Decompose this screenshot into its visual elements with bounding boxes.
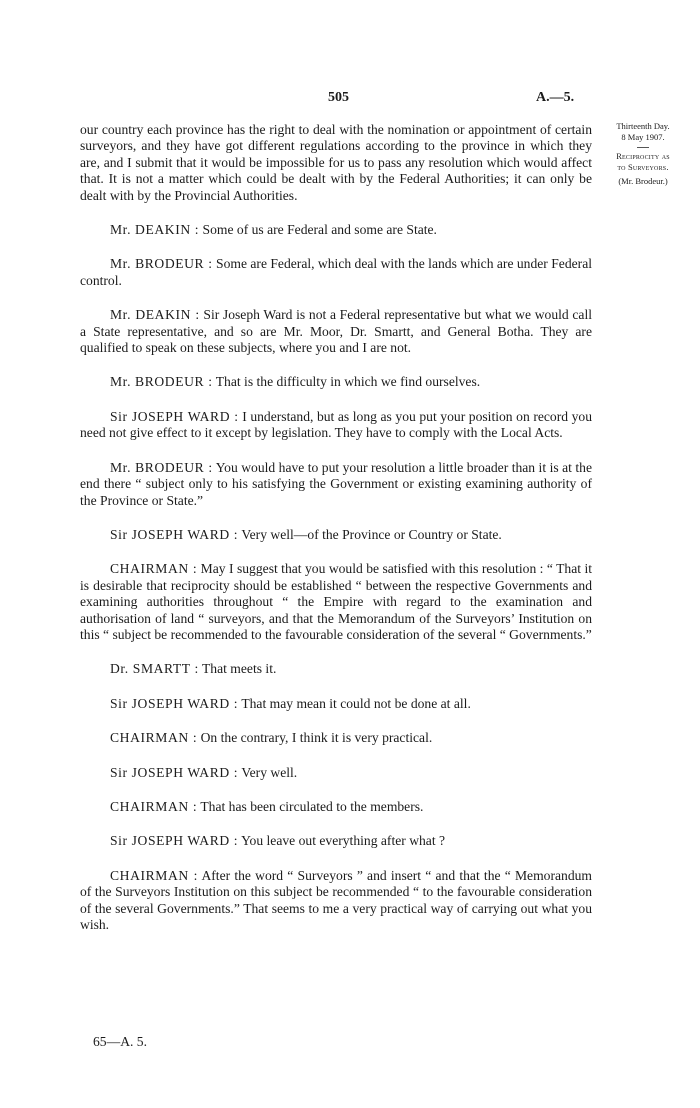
speaker-name: CHAIRMAN : bbox=[110, 730, 198, 746]
paragraph bbox=[80, 527, 592, 543]
speaker-name: Sir JOSEPH WARD : bbox=[110, 408, 239, 424]
margin-note-subject-line-2: to Surveyors. bbox=[617, 162, 669, 172]
paragraph-text: You would have to put your resolution a little broader than it is at the end there “ subject only to his satisfying the Government or existing examining authority of the Province or State.” bbox=[80, 459, 592, 508]
paragraph-text: our country each province has the right to deal with the nomination or appointment of certain surveyors, and they have got different regulations according to the province in which they are, and I submit that it would be impossible for us to pass any resolution which would affect that. It is not a matter which could be dealt with by the Federal Authorities; it can only be dealt with by the Provincial Authorities. bbox=[80, 122, 592, 203]
paragraph-text: That meets it. bbox=[202, 661, 277, 677]
footer-reference: 65—A. 5. bbox=[93, 1034, 147, 1049]
paragraph bbox=[80, 661, 592, 677]
speaker-name: Sir JOSEPH WARD : bbox=[110, 695, 239, 711]
paragraph bbox=[80, 460, 592, 509]
speaker-name: Mr. BRODEUR : bbox=[110, 374, 213, 390]
paragraph-text: You leave out everything after what ? bbox=[241, 833, 446, 849]
paragraph-text: On the contrary, I think it is very practical. bbox=[200, 730, 433, 746]
paragraph bbox=[80, 222, 592, 238]
speaker-name: Mr. DEAKIN : bbox=[110, 222, 200, 238]
paragraph bbox=[80, 256, 592, 289]
paragraph-text: Very well—of the Province or Country or State. bbox=[241, 526, 502, 542]
speaker-name: Sir JOSEPH WARD : bbox=[110, 764, 239, 780]
margin-note-divider bbox=[637, 147, 649, 148]
paragraph bbox=[80, 730, 592, 746]
speaker-name: CHAIRMAN : bbox=[110, 561, 198, 577]
paragraph-text: That is the difficulty in which we find ourselves. bbox=[215, 374, 481, 390]
paragraph-text: May I suggest that you would be satisfied with this resolution : “ That it is desirable that reciprocity should be established “ between the respective Governments and examining authorities throughout “ the Empire with regard to the examination and authorisation of land “ surveyors, and that the Memorandum of the Surveyors’ Institution on this “ subject be recommended to the favourable consideration of the several “ Governments.” bbox=[80, 561, 592, 642]
margin-note-day: Thirteenth Day. bbox=[616, 121, 670, 131]
paragraph bbox=[80, 409, 592, 442]
paragraph-text: I understand, but as long as you put your position on record you need not give effect to it except by legislation. They have to comply with the Local Acts. bbox=[80, 408, 592, 441]
paragraph bbox=[80, 561, 592, 643]
paragraph-text: Some are Federal, which deal with the lands which are under Federal control. bbox=[80, 256, 592, 288]
paragraph bbox=[80, 374, 592, 390]
paragraph bbox=[80, 799, 592, 815]
margin-notes bbox=[602, 121, 684, 187]
speaker-name: Mr. BRODEUR : bbox=[110, 459, 213, 475]
paragraph bbox=[80, 765, 592, 781]
paragraph bbox=[80, 307, 592, 356]
document-reference: A.—5. bbox=[536, 90, 575, 105]
page-number: 505 bbox=[328, 90, 349, 105]
speaker-name: Sir JOSEPH WARD : bbox=[110, 833, 239, 849]
paragraph bbox=[80, 868, 592, 934]
speaker-name: Sir JOSEPH WARD : bbox=[110, 526, 239, 542]
transcript-body bbox=[80, 122, 592, 933]
paragraph bbox=[80, 696, 592, 712]
margin-note-speaker: (Mr. Brodeur.) bbox=[618, 176, 668, 186]
paragraph-text: Some of us are Federal and some are State. bbox=[202, 222, 437, 238]
speaker-name: CHAIRMAN : bbox=[110, 867, 198, 883]
speaker-name: Mr. DEAKIN : bbox=[110, 307, 200, 323]
paragraph-text: After the word “ Surveyors ” and insert “ and that the “ Memorandum of the Surveyors Institution on this subject be recommended “ to the favourable consideration of the several Governments.” That seems to me a very practical way of carrying out what you wish. bbox=[80, 867, 592, 932]
speaker-name: Mr. BRODEUR : bbox=[110, 256, 213, 272]
margin-note-subject-line-1: Reciprocity as bbox=[616, 151, 670, 161]
paragraph bbox=[80, 122, 592, 204]
paragraph bbox=[80, 833, 592, 849]
paragraph-text: That may mean it could not be done at all. bbox=[241, 695, 471, 711]
paragraph-text: That has been circulated to the members. bbox=[200, 798, 424, 814]
speaker-name: Dr. SMARTT : bbox=[110, 661, 199, 677]
speaker-name: CHAIRMAN : bbox=[110, 798, 198, 814]
margin-note-date: 8 May 1907. bbox=[621, 132, 665, 142]
paragraph-text: Very well. bbox=[241, 764, 298, 780]
paragraph-text: Sir Joseph Ward is not a Federal representative but what we would call a State representative, and so are Mr. Moor, Dr. Smartt, and General Botha. They are qualified to speak on these subjects, where you and I are not. bbox=[80, 307, 592, 356]
